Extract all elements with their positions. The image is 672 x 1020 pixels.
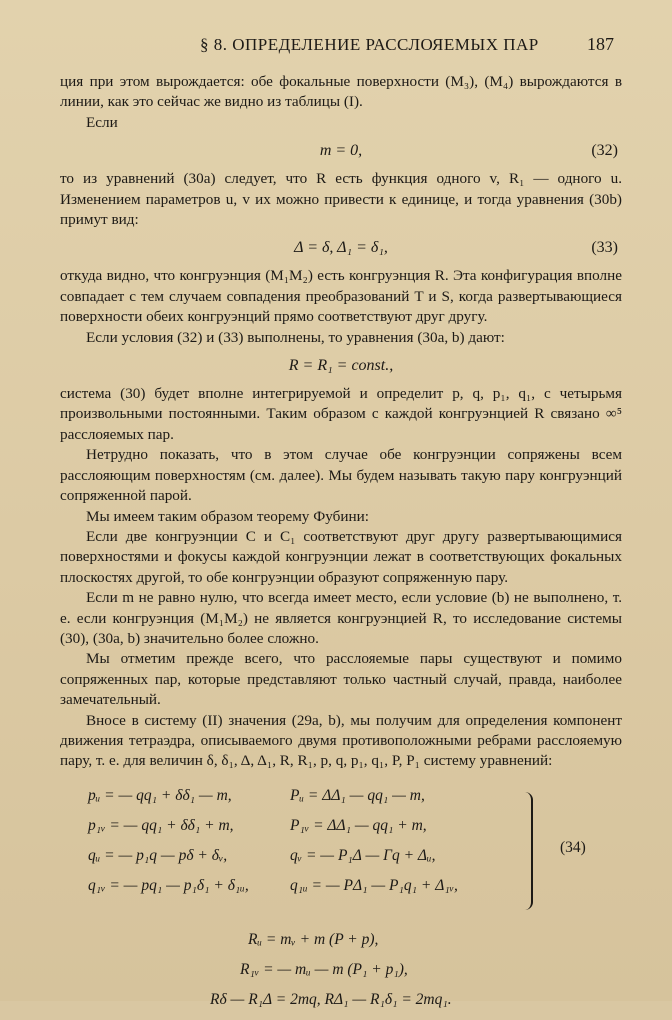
system-left-1: pᵤ = — qq₁ + δδ₁ — m, [88,786,232,804]
system-left-2: p₁ᵥ = — qq₁ + δδ₁ + m, [88,816,234,834]
system-right-1: Pᵤ = ΔΔ₁ — qq₁ — m, [290,786,425,804]
system-left-3: qᵤ = — p₁q — pδ + δᵥ, [88,846,228,864]
paragraph-10: Если m не равно нулю, что всегда имеет место, если условие (b) не выполнено, т. е. если конгруэнция (M₁M₂) не является конгруэнцией R, то исследование системы (30), (30a, b) значительно более сложно. [60,589,622,647]
right-brace [525,792,533,910]
equation-32-body: m = 0, [319,142,363,160]
paragraph-6: система (30) будет вполне интегрируемой и определит p, q, p₁, q₁, с четырьмя произвольными постоянными. Таким образом с каждой конгруэнцией R связано ∞⁵ расслояемых пар. [60,385,622,443]
equation-system-34 [60,780,622,930]
equation-r-delta: Rδ — R₁Δ = 2mq, RΔ₁ — R₁δ₁ = 2mq₁. [210,990,452,1008]
equation-r1v: R₁ᵥ = — mᵤ — m (P₁ + p₁), [240,960,408,978]
page-body [60,72,622,1020]
theorem-fubini: Если две конгруэнции C и C₁ соответствуют друг другу развертывающимися поверхностями и фокусы каждой конгруэнции лежат в соответствующих фокальных плоскостях другой, то обе конгруэнции образуют сопряженную пару. [60,527,622,586]
running-header [60,34,614,55]
paragraph-5: Если условия (32) и (33) выполнены, то уравнения (30a, b) дают: [86,328,505,346]
equation-32-number: (32) [591,142,618,160]
paragraph-7: Нетрудно показать, что в этом случае обе конгруэнции сопряжены всем расслояющим поверхностям (см. далее). Мы будем называть такую пару конгруэнций сопряженной парой. [60,446,622,505]
paragraph-1: ция при этом вырождается: обе фокальные поверхности (M₃), (M₄) вырождаются в линии, как это сейчас же видно из таблицы (I). [60,73,622,111]
paragraph-2: Если [86,113,118,131]
paragraph-3: то из уравнений (30a) следует, что R есть функция одного v, R₁ — одного u. Изменением параметров u, v их можно привести к единице, и тогда уравнения (30b) примут вид: [60,170,622,229]
system-left-4: q₁ᵥ = — pq₁ — p₁δ₁ + δ₁ᵤ, [88,876,249,894]
equation-ru: Rᵤ = mᵥ + m (P + p), [248,930,379,948]
equation-const [60,354,622,378]
system-right-2: P₁ᵥ = ΔΔ₁ — qq₁ + m, [290,816,427,834]
paragraph-4: откуда видно, что конгруэнция (M₁M₂) есть конгруэнция R. Эта конфигурация вполне совпадает с тем случаем совпадения преобразований T и S, когда развертывающиеся поверхности обеих конгруэнций прямо соответствуют друг другу. [60,267,622,326]
equation-34-number: (34) [560,838,586,856]
section-title: § 8. ОПРЕДЕЛЕНИЕ РАССЛОЯЕМЫХ ПАР [200,35,539,54]
equation-33-body: Δ = δ, Δ₁ = δ₁, [294,239,388,257]
paragraph-12: Вносе в систему (II) значения (29a, b), мы получим для определения компонент движения тетраэдра, описываемого двумя противоположными ребрами расслояемую пару, т. е. для величин δ, δ₁, Δ, Δ₁, R, R₁, p, q, p₁, q₁, P, P₁ систему уравнений: [60,711,622,770]
equation-33-number: (33) [591,239,618,257]
equation-33 [60,236,622,260]
paragraph-11: Мы отметим прежде всего, что расслояемые пары существуют и помимо сопряженных пар, которые представляют только частный случай, правда, наиболее замечательный. [60,650,622,709]
paragraph-8: Мы имеем таким образом теорему Фубини: [86,507,369,525]
system-right-3: qᵥ = — P₁Δ — Γq + Δᵤ, [290,846,436,864]
additional-equations [60,930,622,1020]
equation-const-body: R = R₁ = const., [288,357,394,375]
equation-32 [60,139,622,163]
system-right-4: q₁ᵤ = — PΔ₁ — P₁q₁ + Δ₁ᵥ, [290,876,458,894]
page-number: 187 [587,34,614,54]
